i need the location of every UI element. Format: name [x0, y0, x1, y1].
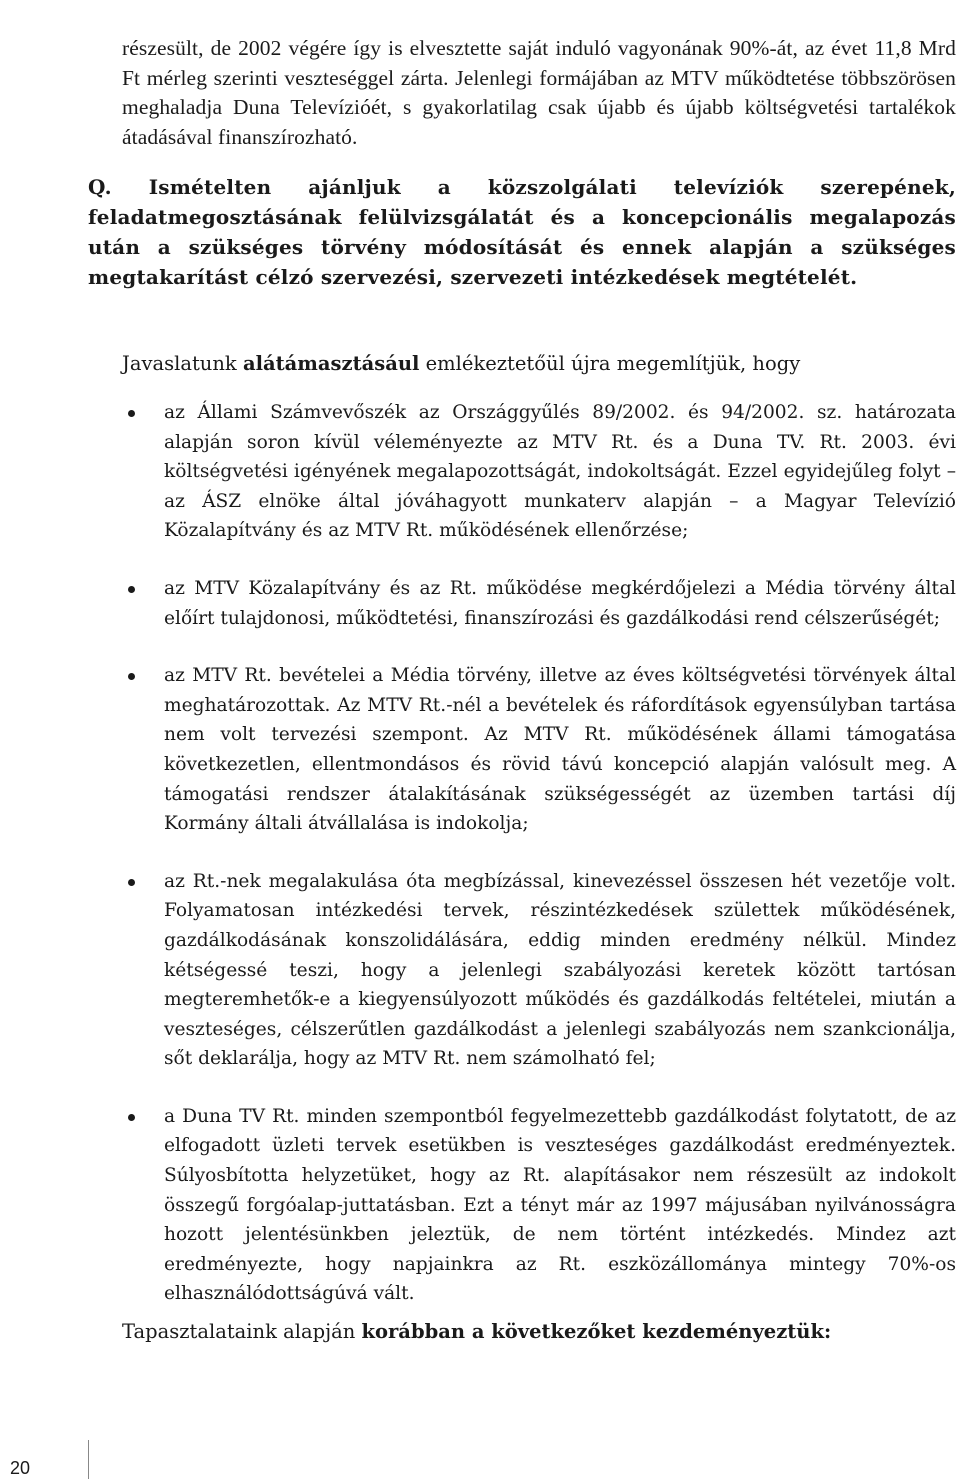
- recommendation-text: Ismételten ajánljuk a közszolgálati televíziók szerepének, feladatmegosztásának felülvizsgálatát és a koncepcionális megalapozás után a szükséges törvény módosítását és ennek alapján a szükséges megtakarítást célzó szervezési, szervezeti intézkedések megtételét.: [88, 175, 956, 289]
- list-item-text: az Állami Számvevőszék az Országgyűlés 89/2002. és 94/2002. sz. határozata alapján soron kívül véleményezte az MTV Rt. és a Duna TV. Rt. 2003. évi költségvetési igényének megalapozottságát, indokoltságát. Ezzel egyidejűleg folyt – az ÁSZ elnöke által jóváhagyott munkaterv alapján – a Magyar Televízió Közalapítvány és az MTV Rt. működésének ellenőrzése;: [164, 402, 956, 542]
- bullet-icon: [128, 673, 135, 680]
- recommendation-label: Q.: [88, 175, 112, 199]
- intro-before: Javaslatunk: [122, 352, 243, 375]
- bullet-icon: [128, 1114, 135, 1121]
- list-item-text: az MTV Közalapítvány és az Rt. működése megkérdőjelezi a Média törvény által előírt tulajdonosi, működtetési, finanszírozási és gazdálkodási rend célszerűségét;: [164, 577, 956, 629]
- margin-rule: [88, 1440, 89, 1479]
- list-item: [122, 398, 956, 546]
- list-item: [122, 1102, 956, 1309]
- closing-before: Tapasztalataink alapján: [122, 1320, 362, 1343]
- list-item: [122, 661, 956, 839]
- list-item: [122, 867, 956, 1074]
- intro-bold: alátámasztásául: [242, 352, 420, 375]
- list-item-text: az Rt.-nek megalakulása óta megbízással, kinevezéssel összesen hét vezetője volt. Folyamatosan intézkedési tervek, részintézkedések születtek működésének, gazdálkodásának konszolidálására, eddig minden eredmény nélkül. Mindez kétségessé teszi, hogy a jelenlegi szabályozási keretek között tartósan megteremhetők-e a kiegyensúlyozott működés és gazdálkodás feltételei, miután a veszteséges, célszerűtlen gazdálkodást a jelenlegi szabályozás nem szankcionálja, sőt deklarálja, hogy az MTV Rt. nem számolható fel;: [164, 870, 956, 1070]
- closing-line: [122, 1317, 956, 1347]
- closing-bold: korábban a következőket kezdeményeztük:: [361, 1320, 832, 1343]
- list-item: [122, 574, 956, 633]
- page-number: 20: [10, 1458, 31, 1478]
- bullet-icon: [128, 410, 135, 417]
- recommendation-q: [88, 172, 956, 292]
- intro-paragraph: részesült, de 2002 végére így is elvesztette saját induló vagyonának 90%-át, az évet 11,8 Mrd Ft mérleg szerinti veszteséggel zárta. Jelenlegi formájában az MTV működtetése többszörösen meghaladja Duna Televízióét, s gyakorlatilag csak újabb és újabb költségvetési tartalékok átadásával finanszírozható.: [122, 36, 956, 149]
- justification-list: [122, 398, 956, 1337]
- list-item-text: az MTV Rt. bevételei a Média törvény, illetve az éves költségvetési törvények által meghatározottak. Az MTV Rt.-nél a bevételek és ráfordítások egyensúlyban tartása nem volt tervezési szempont. Az MTV Rt. működésének állami támogatása következetlen, ellentmondásos és rövid távú koncepció alapján valósult meg. A támogatási rendszer átalakításának szükségességét az üzemben tartási díj Kormány általi átvállalása is indokolja;: [164, 665, 956, 835]
- page-body: [122, 34, 956, 152]
- justification-intro: [122, 349, 956, 379]
- list-item-text: a Duna TV Rt. minden szempontból fegyelmezettebb gazdálkodást folytatott, de az elfogadott üzleti tervek esetükben is veszteséges gazdálkodást eredményeztek. Súlyosbította helyzetüket, hogy az Rt. alapításakor nem részesült az indokolt összegű forgóalap-juttatásban. Ezt a tényt már az 1997 májusában nyilvánosságra hozott jelentésünkben jeleztük, de nem történt intézkedés. Mindez azt eredményezte, hogy napjainkra az Rt. eszközállománya mintegy 70%-os elhasználódottságúvá vált.: [164, 1105, 956, 1305]
- bullet-icon: [128, 879, 135, 886]
- bullet-icon: [128, 586, 135, 593]
- intro-after: emlékeztetőül újra megemlítjük, hogy: [419, 352, 801, 375]
